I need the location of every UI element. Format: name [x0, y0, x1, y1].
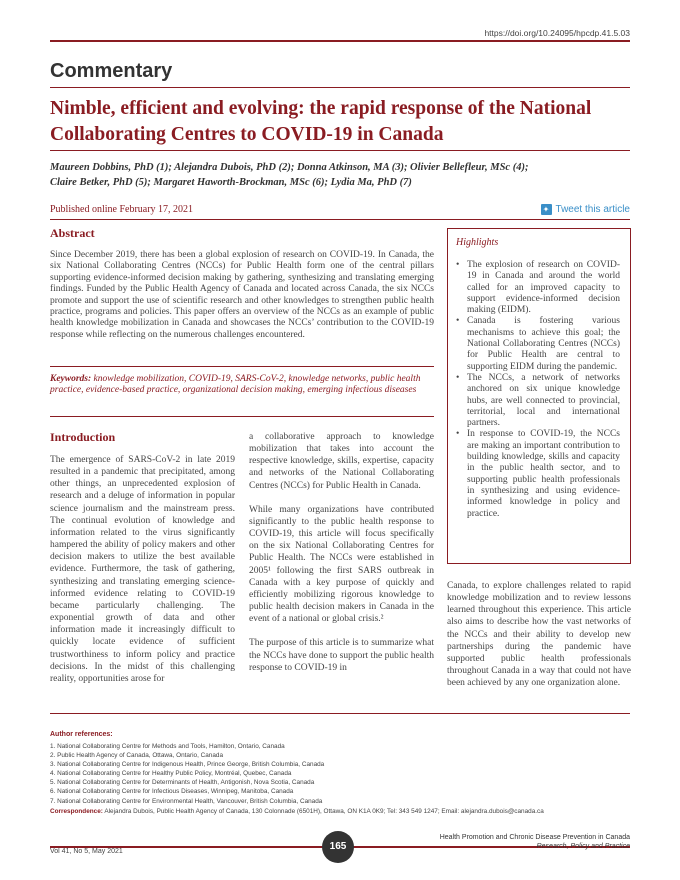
author-list	[50, 160, 630, 190]
keywords	[50, 374, 434, 397]
correspondence-text: Alejandra Dubois, Public Health Agency of Canada, 130 Colonnade (6501H), Ottawa, ON K1A 0K9; Tel: 343 549 1247; Email: alejandra.dubois@canada.ca	[104, 808, 544, 815]
keywords-rule	[50, 416, 434, 417]
doi-link[interactable]: https://doi.org/10.24095/hpcdp.41.5.03	[484, 28, 630, 38]
reference-item: 6. National Collaborating Centre for Infectious Diseases, Winnipeg, Manitoba, Canada	[50, 788, 294, 796]
keywords-text: knowledge mobilization, COVID-19, SARS-CoV-2, knowledge networks, public health practice, evidence-based practice, organizational decision making, emerging infectious diseases	[50, 374, 421, 396]
intro-column-2	[249, 431, 434, 686]
correspondence	[50, 808, 630, 815]
highlight-item: • Canada is fostering various mechanisms to achieve this goal; the National Collaborating Centres (NCCs) for Public Health are central to supporting EIDM during the pandemic.	[456, 316, 620, 372]
journal-title: Health Promotion and Chronic Disease Prevention in Canada	[439, 834, 630, 841]
published-rule	[50, 219, 630, 220]
highlight-item: • In response to COVID-19, the NCCs are making an important contribution to building knowledge, skills and capacity in the public health sector, and to supporting public health professionals in synthesizing and using evidence-informed knowledge in policy and practice.	[456, 429, 620, 519]
highlights-box	[447, 228, 631, 564]
page-number: 165	[322, 831, 354, 863]
intro-column-1: The emergence of SARS-CoV-2 in late 2019 resulted in a pandemic that precipitated, among other things, an unprecedented explosion of research and a deluge of information in popular science journalism and the mainstream press. The continual evolution of knowledge and information related to the virus significantly hampered the ability of policy makers and other decision makers to utilize the best available evidence. Furthermore, the task of gathering, synthesizing and translating emerging science-informed evidence relating to COVID-19 became particularly challenging. The exponential growth of data and other information made it increasingly difficult to quickly locate evidence of sufficient trustworthiness to inform policy and practice decisions. In the midst of this challenging reality, opportunities arose for	[50, 455, 235, 684]
author-line: Claire Betker, PhD (5); Margaret Haworth-Brockman, MSc (6); Lydia Ma, PhD (7)	[50, 177, 412, 188]
tweet-article-link[interactable]	[541, 204, 630, 215]
section-rule	[50, 87, 630, 88]
tweet-label: Tweet this article	[555, 204, 630, 215]
abstract-text: Since December 2019, there has been a global explosion of research on COVID-19. In Canada, the six National Collaborating Centres (NCCs) for Public Health form one of the central pillars supporting evidence-informed decision making by gathering, synthesizing and translating emerging findings. Funded by the Public Health Agency of Canada and located across Canada, the six NCCs promote and support the use of scientific research and other knowledges to strengthen public health practice, programs and policies. This paper offers an overview of the NCCs as an example of public health knowledge mobilization in Canada and showcases the NCCs’ contribution to the COVID-19 response while reflecting on the numerous challenges encountered.	[50, 250, 434, 340]
author-references-heading: Author references:	[50, 731, 113, 738]
intro-paragraph: The purpose of this article is to summarize what the NCCs have done to support the public health response to COVID-19 in	[249, 638, 434, 673]
journal-name	[440, 833, 630, 851]
journal-subtitle: Research, Policy and Practice	[536, 843, 630, 850]
footnote-rule	[50, 713, 630, 714]
highlights-title: Highlights	[456, 237, 499, 248]
volume-info: Vol 41, No 5, May 2021	[50, 848, 123, 855]
top-rule	[50, 40, 630, 42]
intro-column-3: Canada, to explore challenges related to rapid knowledge mobilization and to review lessons learned throughout this experience. This article also aims to describe how the vast networks of the NCCs and their ability to develop new partnerships during the pandemic have supported public health professionals throughout Canada in a way that could not have been achieved by any one organization alone.	[447, 581, 631, 689]
published-date: Published online February 17, 2021	[50, 204, 194, 215]
reference-item: 4. National Collaborating Centre for Healthy Public Policy, Montréal, Quebec, Canada	[50, 770, 292, 778]
highlight-item: • The NCCs, a network of networks anchored on six unique knowledge hubs, are well connected to provincial, territorial, local and international partners.	[456, 373, 620, 429]
reference-item: 3. National Collaborating Centre for Indigenous Health, Prince George, British Columbia, Canada	[50, 761, 325, 769]
reference-item: 2. Public Health Agency of Canada, Ottawa, Ontario, Canada	[50, 752, 224, 760]
reference-item: 5. National Collaborating Centre for Determinants of Health, Antigonish, Nova Scotia, Canada	[50, 779, 315, 787]
keywords-label: Keywords:	[50, 374, 92, 384]
author-references	[50, 742, 630, 806]
reference-item: 1. National Collaborating Centre for Methods and Tools, Hamilton, Ontario, Canada	[50, 743, 285, 750]
correspondence-label: Correspondence:	[50, 808, 103, 815]
article-title: Nimble, efficient and evolving: the rapid response of the National Collaborating Centres to COVID-19 in Canada	[50, 98, 592, 145]
intro-paragraph: While many organizations have contributed significantly to the public health response to COVID-19, this article will focus specifically on the six National Collaborating Centres for Public Health. The NCCs were established in 2005¹ following the first SARS outbreak in Canada with a key purpose of quickly and efficiently mobilizing rigorous knowledge to public health decision makers in Canada in the event of a national or global crisis.²	[249, 504, 434, 625]
highlights-list	[456, 260, 620, 520]
introduction-heading: Introduction	[50, 430, 116, 444]
abstract-heading: Abstract	[50, 226, 95, 240]
reference-item: 7. National Collaborating Centre for Environmental Health, Vancouver, British Columbia, Canada	[50, 797, 323, 805]
intro-paragraph: a collaborative approach to knowledge mobilization that takes into account the respective knowledge, skills, expertise, capacity and networks of the National Collaborating Centres (NCCs) for Public Health in Canada.	[249, 432, 434, 491]
author-line: Maureen Dobbins, PhD (1); Alejandra Dubois, PhD (2); Donna Atkinson, MA (3); Olivier Bellefleur, MSc (4);	[50, 162, 529, 173]
title-rule	[50, 150, 630, 151]
abstract-rule	[50, 366, 434, 367]
highlight-item: • The explosion of research on COVID-19 in Canada and around the world called for an improved capacity to support evidence-informed decision making (EIDM).	[456, 260, 620, 316]
twitter-bird-icon: ✦	[541, 204, 552, 215]
section-label: Commentary	[50, 60, 173, 82]
